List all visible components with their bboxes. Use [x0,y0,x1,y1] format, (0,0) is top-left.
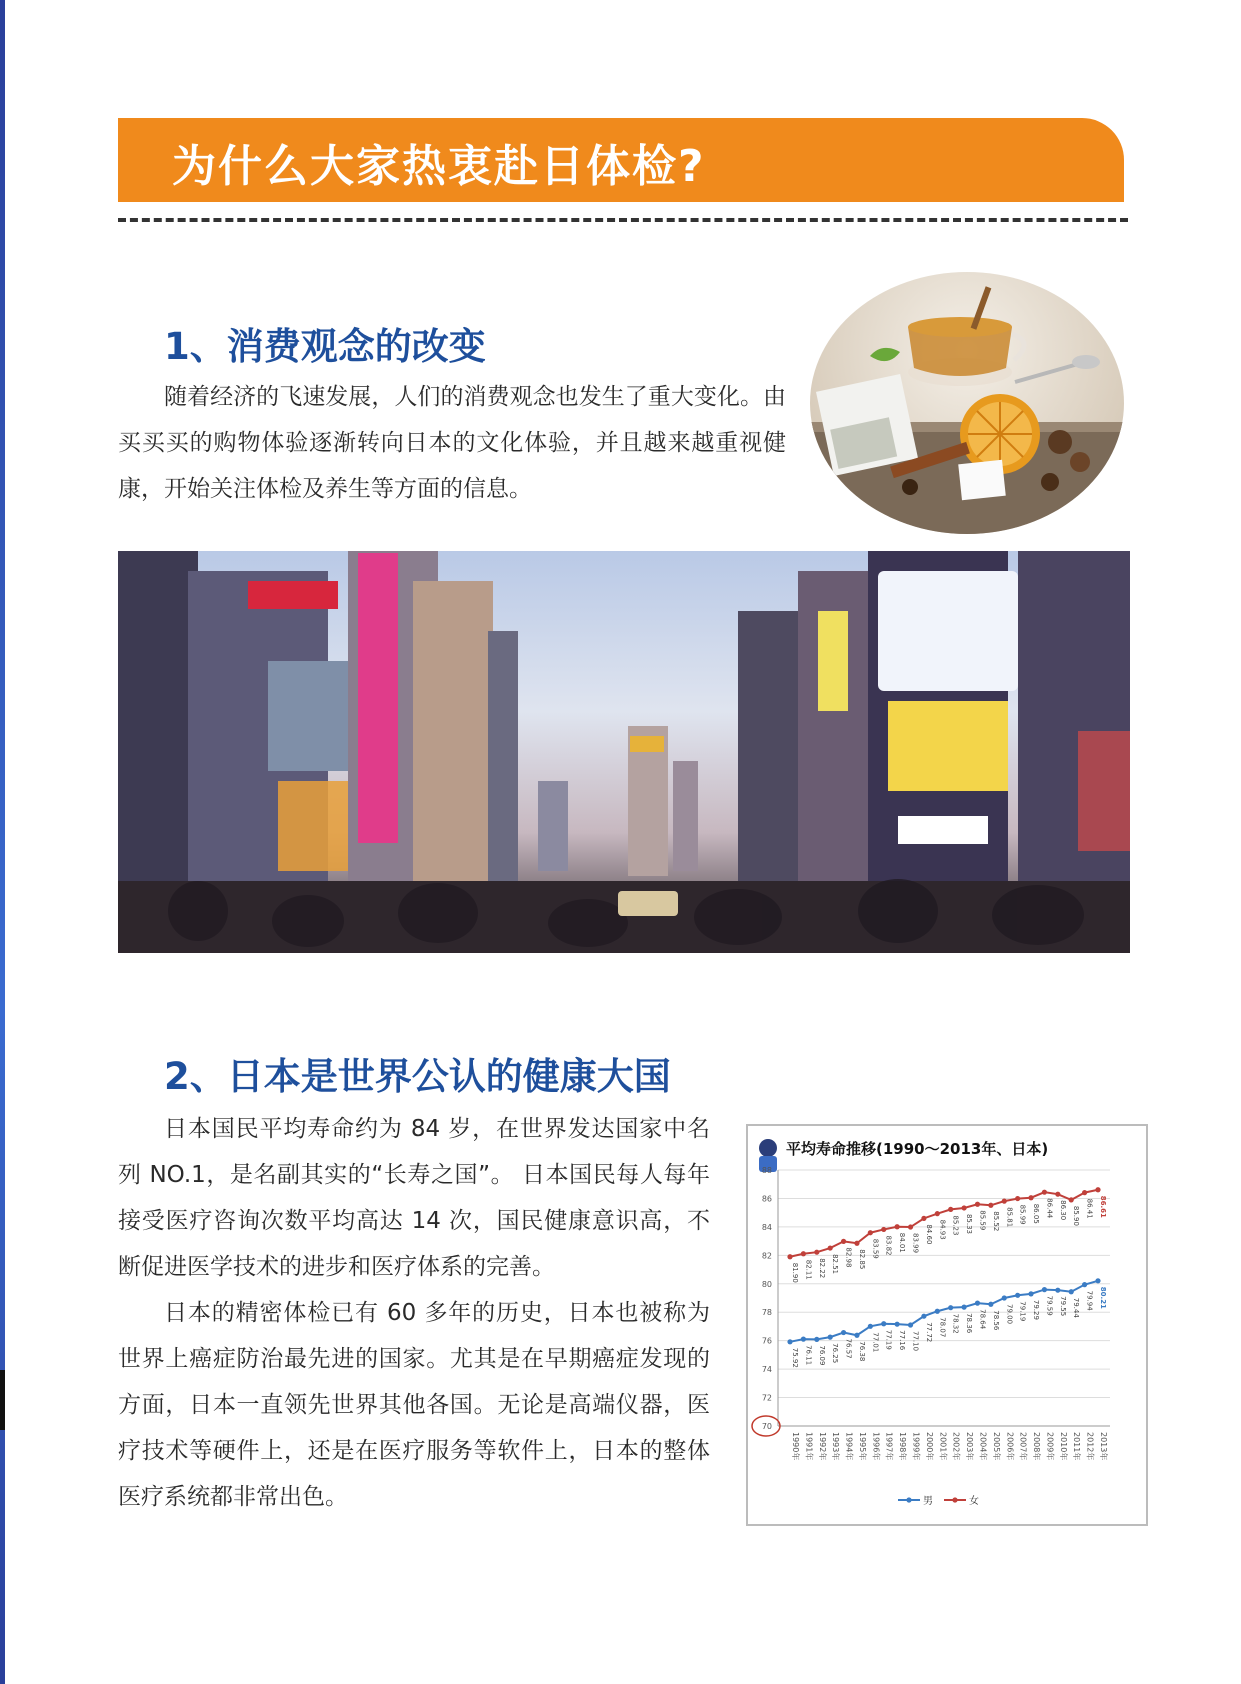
section2-title: 2、日本是世界公认的健康大国 [164,1055,671,1098]
x-tick-label: 2008年 [1032,1432,1042,1461]
x-tick-label: 1997年 [884,1432,894,1461]
x-tick-label: 2012年 [1085,1432,1095,1461]
x-tick-label: 2011年 [1072,1432,1082,1461]
data-label: 82.85 [857,1249,866,1270]
data-label: 86.05 [1032,1203,1041,1224]
x-tick-label: 1999年 [911,1432,921,1461]
x-tick-label: 1991年 [804,1432,814,1461]
x-tick-label: 1995年 [857,1432,867,1461]
data-point [814,1250,819,1255]
data-point [868,1324,873,1329]
data-label: 85.52 [991,1211,1000,1232]
life-expectancy-chart [746,1124,1148,1526]
data-point [801,1337,806,1342]
x-tick-label: 1996年 [871,1432,881,1461]
y-tick-label: 86 [761,1194,772,1204]
data-point [1069,1289,1074,1294]
legend-marker [906,1497,911,1502]
legend-label: 女 [969,1496,979,1507]
x-tick-label: 1994年 [844,1432,854,1461]
data-point [975,1301,980,1306]
data-point [868,1230,873,1235]
data-point [881,1227,886,1232]
data-label: 76.09 [817,1345,826,1366]
section1-paragraph: 随着经济的飞速发展，人们的消费观念也发生了重大变化。由买买买的购物体验逐渐转向日本的文化体验，并且越来越重视健康，开始关注体检及养生等方面的信息。 [118,384,786,502]
x-tick-label: 2005年 [991,1432,1001,1461]
y-tick-label: 84 [761,1222,772,1232]
data-label: 84.60 [924,1224,933,1245]
title-banner [118,118,1124,202]
x-tick-label: 2010年 [1058,1432,1068,1461]
data-point [1055,1288,1060,1293]
data-point [988,1302,993,1307]
data-point [1015,1293,1020,1298]
data-label: 79.00 [1005,1304,1014,1325]
left-edge-mark [0,1370,5,1430]
data-point [801,1251,806,1256]
data-label: 85.59 [978,1210,987,1231]
left-edge-bar [0,0,5,1684]
data-point [921,1216,926,1221]
data-label: 79.94 [1085,1290,1094,1311]
data-label: 76.57 [844,1338,853,1359]
data-label: 79.44 [1072,1297,1081,1318]
data-label: 78.36 [965,1313,974,1334]
data-point [814,1337,819,1342]
data-label: 81.90 [791,1262,799,1283]
data-point [935,1211,940,1216]
data-label: 85.23 [951,1215,960,1236]
data-label: 79.59 [1045,1295,1054,1316]
data-label: 78.64 [978,1309,987,1330]
data-point [1002,1199,1007,1204]
data-label: 85.99 [1018,1204,1027,1225]
data-point [908,1224,913,1229]
y-tick-label: 76 [761,1336,772,1346]
data-point [948,1305,953,1310]
data-label: 79.19 [1018,1301,1027,1322]
data-point [787,1339,792,1344]
section2-paragraph-1: 日本国民平均寿命约为 84 岁，在世界发达国家中名列 NO.1，是名副其实的“长寿之国”。 日本国民每人每年接受医疗咨询次数平均高达 14 次，国民健康意识高，不断促进医学技术的进步和医疗体系的完善。 [118,1116,710,1280]
data-point [1015,1196,1020,1201]
chart-title: 平均寿命推移(1990～2013年、日本) [786,1140,1049,1158]
data-point [1082,1190,1087,1195]
x-tick-label: 2007年 [1018,1432,1028,1461]
data-point [935,1309,940,1314]
y-tick-label: 70 [761,1422,772,1431]
data-label: 85.90 [1072,1205,1081,1226]
legend-label: 男 [923,1496,933,1507]
data-point [1069,1197,1074,1202]
data-point [1095,1187,1100,1192]
data-label: 77.01 [871,1332,880,1353]
data-point [787,1254,792,1259]
chart-canvas [748,1126,1146,1524]
data-point [1042,1190,1047,1195]
data-label: 86.44 [1045,1198,1054,1219]
x-tick-label: 1990年 [791,1432,800,1461]
data-label: 77.19 [884,1329,893,1350]
data-point [988,1203,993,1208]
data-label: 82.98 [844,1247,853,1268]
data-point [1055,1192,1060,1197]
x-tick-label: 1993年 [831,1432,841,1461]
section2-paragraph-2: 日本的精密体检已有 60 多年的历史，日本也被称为世界上癌症防治最先进的国家。尤其是在早期癌症发现的方面，日本一直领先世界其他各国。无论是高端仪器，医疗技术等硬件上，还是在医疗服务等软件上，日本的整体医疗系统都非常出色。 [118,1300,710,1510]
y-tick-label: 72 [761,1393,772,1403]
x-tick-label: 2003年 [965,1432,975,1461]
data-label: 85.33 [965,1213,974,1235]
data-label: 77.16 [898,1330,907,1351]
data-point [975,1202,980,1207]
data-label: 82.51 [831,1254,840,1275]
section1-text [118,374,786,512]
section2-text [118,1106,710,1520]
data-label: 79.29 [1032,1299,1041,1320]
x-tick-label: 1998年 [898,1432,908,1461]
data-point [1042,1287,1047,1292]
data-label: 86.61 [1099,1195,1107,1218]
x-tick-label: 2006年 [1005,1432,1015,1461]
data-point [828,1335,833,1340]
y-tick-label: 80 [761,1279,772,1289]
x-tick-label: 2000年 [924,1432,934,1461]
data-label: 84.93 [938,1219,947,1240]
data-point [1028,1291,1033,1296]
data-label: 78.07 [938,1317,947,1338]
data-label: 86.41 [1085,1198,1094,1219]
data-point [841,1239,846,1244]
data-point [828,1245,833,1250]
data-point [1028,1195,1033,1200]
data-label: 76.11 [804,1345,813,1366]
data-label: 75.92 [791,1347,799,1368]
data-point [854,1333,859,1338]
x-tick-label: 2004年 [978,1432,988,1461]
y-tick-label: 78 [761,1308,772,1318]
x-tick-label: 2002年 [951,1432,961,1461]
data-point [895,1224,900,1229]
data-label: 78.32 [951,1313,960,1334]
section1-title: 1、消费观念的改变 [164,325,486,368]
data-label: 83.82 [884,1235,893,1256]
data-point [881,1321,886,1326]
data-label: 76.38 [857,1341,866,1362]
y-tick-label: 82 [761,1251,772,1261]
data-point [854,1241,859,1246]
dashed-divider [118,218,1128,222]
x-tick-label: 2013年 [1099,1432,1108,1461]
data-label: 82.11 [804,1259,813,1280]
data-point [1002,1295,1007,1300]
data-label: 79.55 [1058,1296,1067,1317]
data-point [895,1322,900,1327]
data-label: 78.56 [991,1310,1000,1331]
data-point [961,1305,966,1310]
data-label: 82.22 [817,1258,826,1279]
data-label: 76.25 [831,1343,840,1364]
y-tick-label: 88 [761,1166,772,1175]
data-point [1082,1282,1087,1287]
x-tick-label: 2009年 [1045,1432,1055,1461]
legend-marker [952,1497,957,1502]
y-tick-label: 74 [761,1365,772,1375]
data-label: 84.01 [898,1232,907,1253]
data-point [948,1207,953,1212]
data-label: 80.21 [1099,1286,1107,1309]
data-point [841,1330,846,1335]
page-title: 为什么大家热衷赴日体检? [172,141,706,192]
data-label: 77.72 [924,1322,933,1343]
data-point [908,1322,913,1327]
data-point [1095,1278,1100,1283]
tokyo-street-photo [118,551,1130,953]
data-label: 83.99 [911,1233,920,1254]
tea-photo [810,272,1124,534]
data-point [961,1205,966,1210]
x-tick-label: 1992年 [817,1432,827,1461]
data-label: 77.10 [911,1331,920,1352]
data-point [921,1314,926,1319]
data-label: 83.59 [871,1238,880,1259]
data-label: 85.81 [1005,1207,1014,1228]
x-tick-label: 2001年 [938,1432,948,1461]
data-label: 86.30 [1058,1200,1067,1221]
